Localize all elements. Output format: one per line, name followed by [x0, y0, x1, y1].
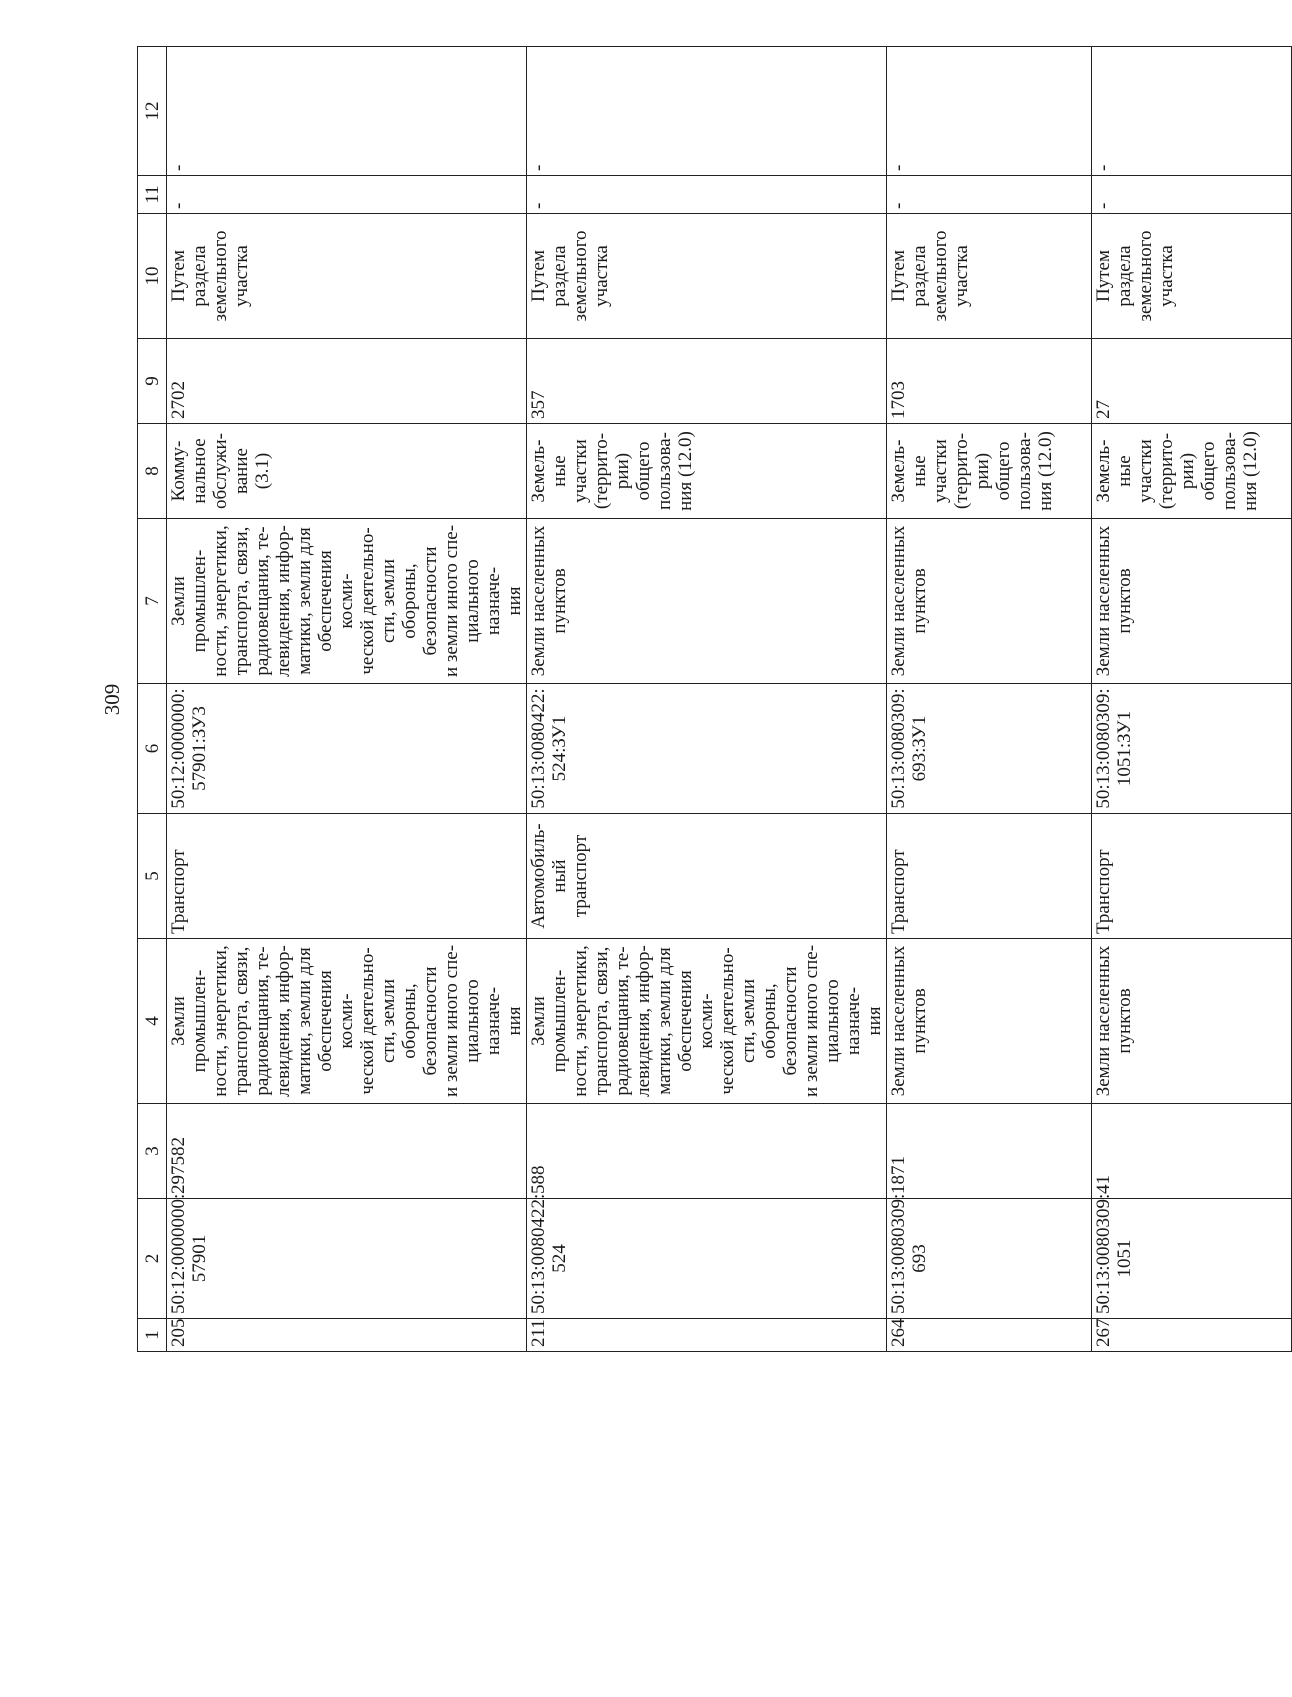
new-permitted-use: Земель- ные участки (террито- рии) общего пользова- ния (12.0)	[1092, 424, 1292, 519]
column-header: 6	[138, 684, 167, 814]
cadastral-number: 50:13:0080309: 693	[887, 1199, 1092, 1319]
new-area-value: 357	[527, 339, 887, 424]
area-value: 1871	[887, 1104, 1092, 1199]
col12-value: -	[887, 47, 1092, 176]
column-header: 1	[138, 1319, 167, 1352]
col11-value: -	[1092, 176, 1292, 214]
new-permitted-use: Земель- ные участки (террито- рии) общего пользова- ния (12.0)	[527, 424, 887, 519]
row-number: 211	[527, 1319, 887, 1352]
permitted-use: Транспорт	[887, 814, 1092, 939]
col11-value: -	[887, 176, 1092, 214]
rotated-page	[90, 47, 1261, 1352]
cadastral-number: 50:13:0080422: 524	[527, 1199, 887, 1319]
new-area-value: 27	[1092, 339, 1292, 424]
new-plot-number: 50:13:0080422: 524:ЗУ1	[527, 684, 887, 814]
table-row	[527, 47, 887, 1352]
land-category: Земли населенных пунктов	[887, 939, 1092, 1104]
column-header: 12	[138, 47, 167, 176]
new-permitted-use: Земель- ные участки (террито- рии) общего пользова- ния (12.0)	[887, 424, 1092, 519]
formation-method: Путем раздела земельного участка	[1092, 214, 1292, 339]
column-header: 9	[138, 339, 167, 424]
col12-value: -	[527, 47, 887, 176]
column-header: 4	[138, 939, 167, 1104]
new-plot-number: 50:13:0080309: 1051:ЗУ1	[1092, 684, 1292, 814]
row-number: 264	[887, 1319, 1092, 1352]
column-header: 7	[138, 519, 167, 684]
col11-value: -	[167, 176, 527, 214]
new-area-value: 2702	[167, 339, 527, 424]
header-row	[138, 47, 167, 1352]
cadastral-number: 50:13:0080309: 1051	[1092, 1199, 1292, 1319]
land-category: Земли промышлен- ности, энергетики, транспорта, связи, радиовещания, те- левидения, инфор- матики, земли для обеспечения косми- ческой деятельно- сти, земли обороны, безопасности и земли иного спе- циального назначе- ния	[527, 939, 887, 1104]
page-number: 309	[100, 683, 124, 716]
new-land-category: Земли населенных пунктов	[527, 519, 887, 684]
cadastral-number: 50:12:0000000: 57901	[167, 1199, 527, 1319]
table-row	[167, 47, 527, 1352]
new-plot-number: 50:13:0080309: 693:ЗУ1	[887, 684, 1092, 814]
new-land-category: Земли промышлен- ности, энергетики, транспорта, связи, радиовещания, те- левидения, инфор- матики, земли для обеспечения косми- ческой деятельно- сти, земли обороны, безопасности и земли иного спе- циального назначе- ния	[167, 519, 527, 684]
area-value: 41	[1092, 1104, 1292, 1199]
new-permitted-use: Комму- нальное обслужи- вание (3.1)	[167, 424, 527, 519]
col12-value: -	[1092, 47, 1292, 176]
col11-value: -	[527, 176, 887, 214]
new-land-category: Земли населенных пунктов	[1092, 519, 1292, 684]
formation-method: Путем раздела земельного участка	[167, 214, 527, 339]
column-header: 2	[138, 1199, 167, 1319]
table-row	[1092, 47, 1292, 1352]
area-value: 588	[527, 1104, 887, 1199]
area-value: 297582	[167, 1104, 527, 1199]
column-header: 8	[138, 424, 167, 519]
row-number: 205	[167, 1319, 527, 1352]
permitted-use: Транспорт	[1092, 814, 1292, 939]
permitted-use: Транспорт	[167, 814, 527, 939]
new-area-value: 1703	[887, 339, 1092, 424]
table-row	[887, 47, 1092, 1352]
permitted-use: Автомобиль- ный транспорт	[527, 814, 887, 939]
land-plots-table	[137, 46, 1292, 1352]
land-category: Земли населенных пунктов	[1092, 939, 1292, 1104]
col12-value: -	[167, 47, 527, 176]
new-land-category: Земли населенных пунктов	[887, 519, 1092, 684]
formation-method: Путем раздела земельного участка	[887, 214, 1092, 339]
column-header: 10	[138, 214, 167, 339]
column-header: 11	[138, 176, 167, 214]
land-category: Земли промышлен- ности, энергетики, транспорта, связи, радиовещания, те- левидения, инфор- матики, земли для обеспечения косми- ческой деятельно- сти, земли обороны, безопасности и земли иного спе- циального назначе- ния	[167, 939, 527, 1104]
column-header: 3	[138, 1104, 167, 1199]
row-number: 267	[1092, 1319, 1292, 1352]
column-header: 5	[138, 814, 167, 939]
formation-method: Путем раздела земельного участка	[527, 214, 887, 339]
new-plot-number: 50:12:0000000: 57901:ЗУ3	[167, 684, 527, 814]
